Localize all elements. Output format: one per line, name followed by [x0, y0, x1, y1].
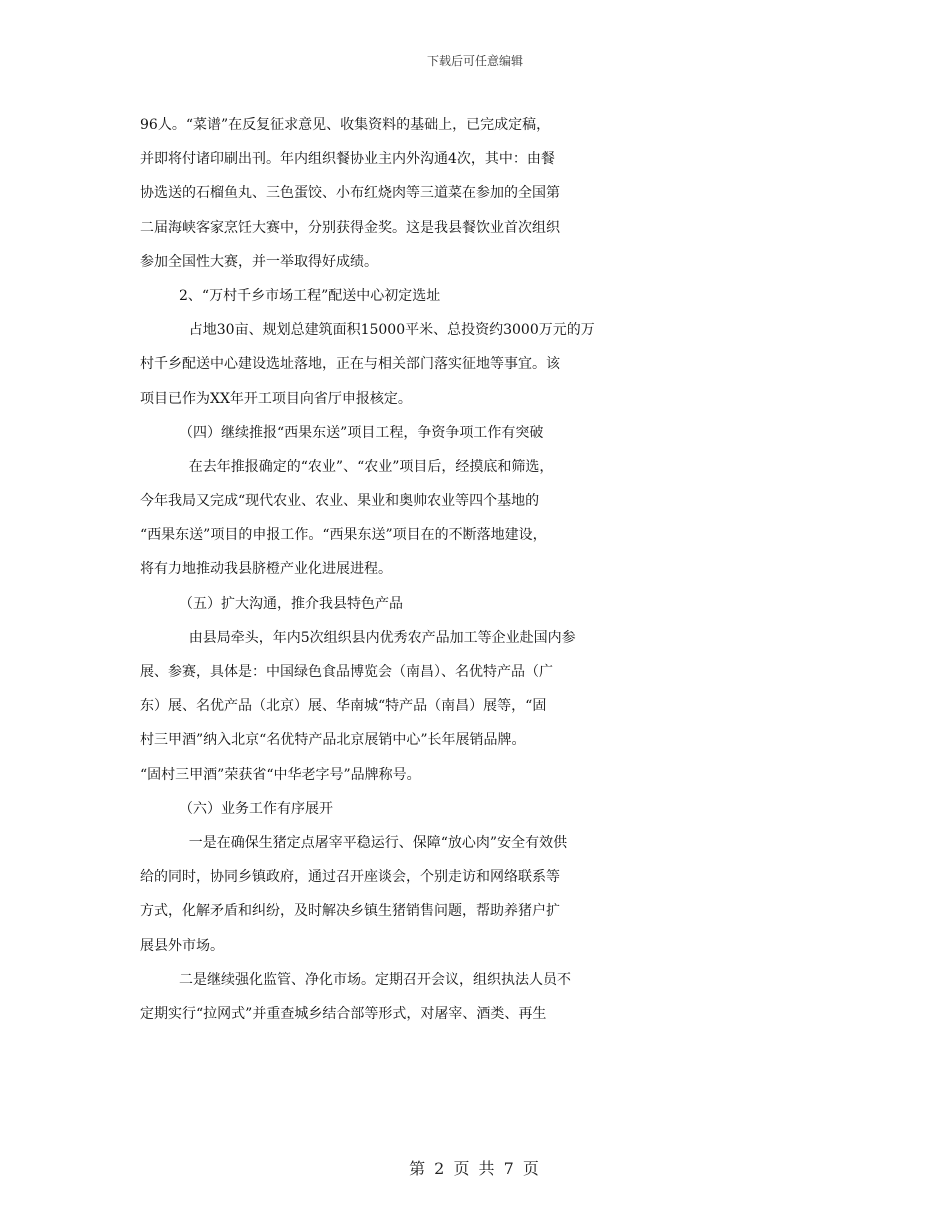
text-line: （五）扩大沟通，推介我县特色产品 — [179, 595, 403, 612]
page-header: 下载后可任意编辑 — [426, 54, 523, 68]
text-line: “西果东送”项目的申报工作。“西果东送”项目在的不断落地建设， — [140, 527, 547, 544]
text-line: 占地30亩、规划总建筑面积15000平米、总投资约3000万元的万 — [188, 322, 595, 339]
text-line: 展、参赛，具体是：中国绿色食品博览会（南昌）、名优特产品（广 — [140, 664, 553, 680]
text-line: 东）展、名优产品（北京）展、华南城“特产品（南昌）展等，“固 — [140, 698, 547, 715]
text-line: 协选送的石榴鱼丸、三色蛋饺、小布红烧肉等三道菜在参加的全国第 — [140, 185, 560, 202]
text-line: 项目已作为XX年开工项目向省厅申报核定。 — [140, 390, 412, 407]
text-line: 二是继续强化监管、净化市场。定期召开会议，组织执法人员不 — [179, 971, 571, 988]
page-number: 第 2 页 共 7 页 — [409, 1159, 541, 1178]
text-line: 定期实行“拉网式”并重查城乡结合部等形式，对屠宰、酒类、再生 — [140, 1005, 547, 1022]
text-line: 2、“万村千乡市场工程”配送中心初定选址 — [179, 287, 441, 304]
text-line: 给的同时，协同乡镇政府，通过召开座谈会，个别走访和网络联系等 — [140, 869, 560, 886]
text-line: 方式，化解矛盾和纠纷，及时解决乡镇生猪销售问题，帮助养猪户扩 — [140, 903, 560, 920]
text-line: （六）业务工作有序展开 — [179, 800, 333, 817]
text-line: 村千乡配送中心建设选址落地，正在与相关部门落实征地等事宜。该 — [140, 356, 560, 373]
text-line: 参加全国性大赛，并一举取得好成绩。 — [140, 253, 378, 270]
text-line: 今年我局又完成“现代农业、农业、果业和奥帅农业等四个基地的 — [140, 493, 540, 510]
text-line: 96人。“菜谱”在反复征求意见、收集资料的基础上，已完成定稿， — [140, 117, 551, 133]
text-line: （四）继续推报“西果东送”项目工程，争资争项工作有突破 — [179, 424, 544, 441]
text-line: 在去年推报确定的“农业”、“农业”项目后，经摸底和筛选， — [188, 458, 554, 475]
text-line: 一是在确保生猪定点屠宰平稳运行、保障“放心肉”安全有效供 — [188, 834, 568, 851]
text-line: 村三甲酒”纳入北京“名优特产品北京展销中心”长年展销品牌。 — [140, 732, 526, 749]
text-line: “固村三甲酒”荣获省“中华老字号”品牌称号。 — [140, 766, 421, 783]
text-line: 展县外市场。 — [140, 937, 224, 954]
text-line: 将有力地推动我县脐橙产业化进展进程。 — [140, 561, 392, 578]
text-line: 并即将付诸印刷出刊。年内组织餐协业主内外沟通4次，其中：由餐 — [140, 151, 555, 168]
text-line: 二届海峡客家烹饪大赛中，分别获得金奖。这是我县餐饮业首次组织 — [140, 219, 560, 236]
text-line: 由县局牵头，年内5次组织县内优秀农产品加工等企业赴国内参 — [188, 629, 576, 646]
document-body — [140, 108, 820, 1031]
